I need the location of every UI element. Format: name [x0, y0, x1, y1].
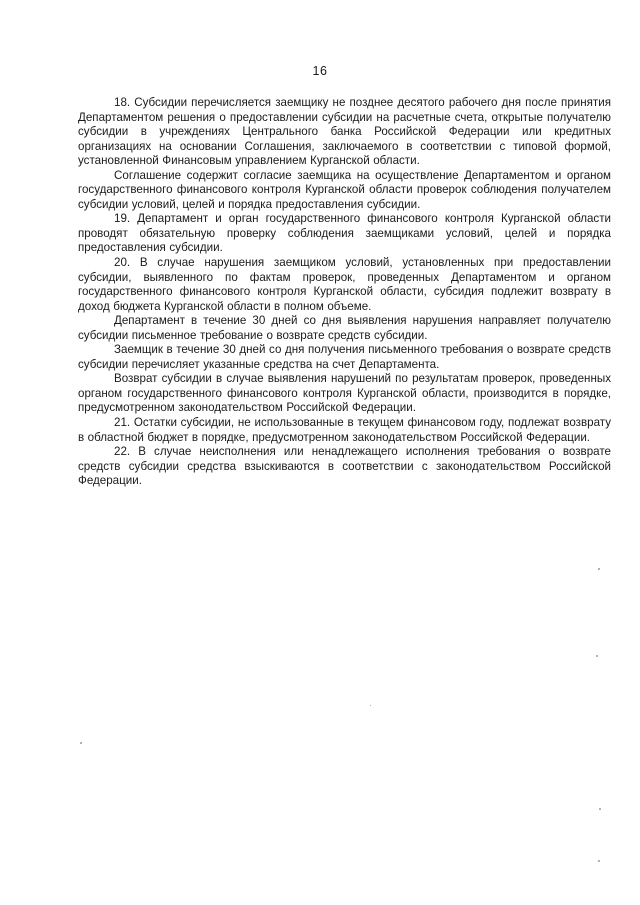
- scan-speck: [80, 742, 82, 744]
- page-number: 16: [312, 64, 328, 78]
- paragraph-agreement: Соглашение содержит согласие заемщика на осуществление Департаментом и органом государственного финансового контроля Курганской области проверок соблюдения получателем субсидии условий, целей и порядка предоставления субсидии.: [78, 168, 611, 211]
- paragraph-21: 21. Остатки субсидии, не использованные в текущем финансовом году, подлежат возврату в областной бюджет в порядке, предусмотренном законодательством Российской Федерации.: [78, 416, 611, 444]
- paragraph-borrower-refund: Заемщик в течение 30 дней со дня получения письменного требования о возврате средств субсидии перечисляет указанные средства на счет Департамента.: [78, 343, 611, 371]
- paragraph-department-notice: Департамент в течение 30 дней со дня выявления нарушения направляет получателю субсидии письменное требование о возврате средств субсидии.: [78, 314, 611, 342]
- scan-speck: [599, 808, 601, 810]
- scan-speck: [598, 568, 600, 570]
- paragraph-20: 20. В случае нарушения заемщиком условий, установленных при предоставлении субсидии, выявленного по фактам проверок, проведенных Департаментом и органом государственного финансового контроля Курганской области, субсидия подлежит возврату в доход бюджета Курганской области в полном объеме.: [78, 256, 611, 313]
- paragraph-18: 18. Субсидии перечисляется заемщику не позднее десятого рабочего дня после принятия Департаментом решения о предоставлении субсидии на расчетные счета, открытые получателю субсидии в учреждениях Центрального банка Российской Федерации или кредитных организациях на основании Соглашения, заключаемого в соответствии с типовой формой, установленной Финансовым управлением Курганской области.: [78, 96, 611, 168]
- scan-speck: [598, 860, 600, 862]
- scan-speck: [370, 705, 371, 706]
- document-body: [78, 96, 611, 489]
- paragraph-22: 22. В случае неисполнения или ненадлежащего исполнения требования о возврате средств субсидии средства взыскиваются в соответствии с законодательством Российской Федерации.: [78, 445, 611, 488]
- scan-speck: [596, 655, 598, 657]
- paragraph-refund-procedure: Возврат субсидии в случае выявления нарушений по результатам проверок, проведенных органом государственного финансового контроля Курганской области, производится в порядке, предусмотренном законодательством Российской Федерации.: [78, 372, 611, 415]
- paragraph-19: 19. Департамент и орган государственного финансового контроля Курганской области проводят обязательную проверку соблюдения заемщиками условий, целей и порядка предоставления субсидии.: [78, 212, 611, 255]
